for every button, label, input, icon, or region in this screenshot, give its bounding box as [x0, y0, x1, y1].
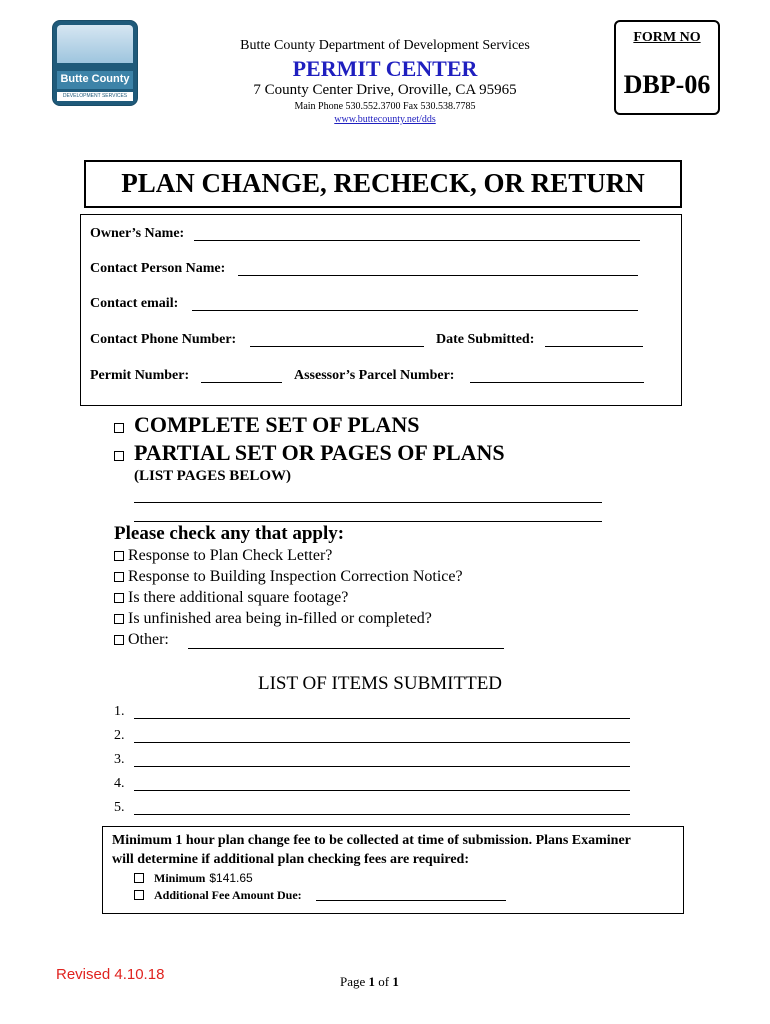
apply-option-label: Is there additional square footage? — [128, 589, 349, 606]
logo-mountain-image — [57, 25, 133, 63]
page-number — [340, 974, 399, 990]
item-line-1[interactable] — [134, 704, 630, 719]
additional-fee-option[interactable] — [134, 886, 302, 904]
permit-center-heading: PERMIT CENTER — [292, 56, 478, 81]
complete-set-label: COMPLETE SET OF PLANS — [134, 412, 420, 437]
fee-notice-line-2: will determine if additional plan checking fees are required: — [112, 852, 469, 867]
page-total: 1 — [392, 974, 399, 989]
other-field[interactable] — [188, 634, 504, 649]
permit-number-field[interactable] — [201, 368, 282, 383]
website-link[interactable]: www.buttecounty.net/dds — [334, 114, 436, 125]
checkbox[interactable] — [114, 451, 124, 461]
checkbox[interactable] — [114, 635, 124, 645]
apply-option-inspection[interactable] — [114, 568, 463, 586]
contact-person-field[interactable] — [238, 261, 638, 276]
checkbox[interactable] — [114, 593, 124, 603]
checkbox[interactable] — [134, 890, 144, 900]
address: 7 County Center Drive, Oroville, CA 95965 — [253, 82, 517, 98]
item-line-5[interactable] — [134, 800, 630, 815]
additional-fee-label: Additional Fee Amount Due: — [154, 888, 302, 902]
date-submitted-label: Date Submitted: — [436, 332, 535, 347]
page-current: 1 — [368, 974, 376, 989]
contact-phone-field[interactable] — [250, 332, 424, 347]
permit-number-label: Permit Number: — [90, 368, 190, 383]
checkbox[interactable] — [134, 873, 144, 883]
owner-name-label: Owner’s Name: — [90, 226, 185, 241]
phone-fax: Main Phone 530.552.3700 Fax 530.538.7785 — [294, 101, 476, 112]
item-line-3[interactable] — [134, 752, 630, 767]
form-no-value: DBP-06 — [623, 70, 711, 99]
contact-person-label: Contact Person Name: — [90, 261, 226, 276]
items-submitted-heading: LIST OF ITEMS SUBMITTED — [258, 673, 503, 694]
partial-set-option[interactable] — [114, 440, 505, 466]
complete-set-option[interactable] — [114, 412, 419, 438]
form-no-label: FORM NO — [633, 30, 701, 45]
revision-date: Revised 4.10.18 — [56, 966, 165, 983]
owner-name-field[interactable] — [194, 226, 640, 241]
apply-option-plan-check[interactable] — [114, 547, 332, 565]
page-of: of — [375, 974, 393, 989]
logo-name: Butte County — [60, 73, 130, 85]
item-number: 1. — [114, 704, 125, 719]
item-number: 2. — [114, 728, 125, 743]
form-title: PLAN CHANGE, RECHECK, OR RETURN — [121, 168, 645, 198]
item-number: 3. — [114, 752, 125, 767]
item-number: 4. — [114, 776, 125, 791]
date-submitted-field[interactable] — [545, 332, 643, 347]
butte-county-logo — [52, 20, 138, 106]
contact-email-label: Contact email: — [90, 296, 179, 311]
item-line-2[interactable] — [134, 728, 630, 743]
check-apply-heading: Please check any that apply: — [114, 523, 345, 544]
apply-option-unfinished-area[interactable] — [114, 610, 432, 628]
parcel-number-label: Assessor’s Parcel Number: — [294, 368, 455, 383]
checkbox[interactable] — [114, 614, 124, 624]
partial-set-label: PARTIAL SET OR PAGES OF PLANS — [134, 440, 505, 465]
minimum-fee-label: Minimum — [154, 871, 206, 885]
apply-option-label: Response to Building Inspection Correction Notice? — [128, 568, 463, 585]
fee-notice-line-1: Minimum 1 hour plan change fee to be collected at time of submission. Plans Examiner — [112, 833, 631, 848]
apply-option-other[interactable] — [114, 631, 169, 649]
parcel-number-field[interactable] — [470, 368, 644, 383]
contact-phone-label: Contact Phone Number: — [90, 332, 237, 347]
minimum-fee-option[interactable] — [134, 869, 253, 887]
contact-email-field[interactable] — [192, 296, 638, 311]
list-pages-line-2[interactable] — [134, 507, 602, 522]
page-prefix: Page — [340, 974, 369, 989]
minimum-fee-amount: $141.65 — [209, 871, 253, 885]
checkbox[interactable] — [114, 572, 124, 582]
apply-option-label: Response to Plan Check Letter? — [128, 547, 333, 564]
list-pages-label: (LIST PAGES BELOW) — [134, 468, 291, 484]
department-name: Butte County Department of Development Services — [240, 38, 530, 53]
title-box — [84, 160, 682, 208]
apply-option-square-footage[interactable] — [114, 589, 348, 607]
additional-fee-field[interactable] — [316, 887, 506, 901]
apply-option-label: Is unfinished area being in-filled or completed? — [128, 610, 432, 627]
checkbox[interactable] — [114, 423, 124, 433]
list-pages-line-1[interactable] — [134, 488, 602, 503]
item-line-4[interactable] — [134, 776, 630, 791]
form-number-box — [614, 20, 720, 115]
checkbox[interactable] — [114, 551, 124, 561]
logo-subtitle: DEVELOPMENT SERVICES — [57, 92, 133, 101]
item-number: 5. — [114, 800, 125, 815]
apply-option-label: Other: — [128, 631, 169, 648]
